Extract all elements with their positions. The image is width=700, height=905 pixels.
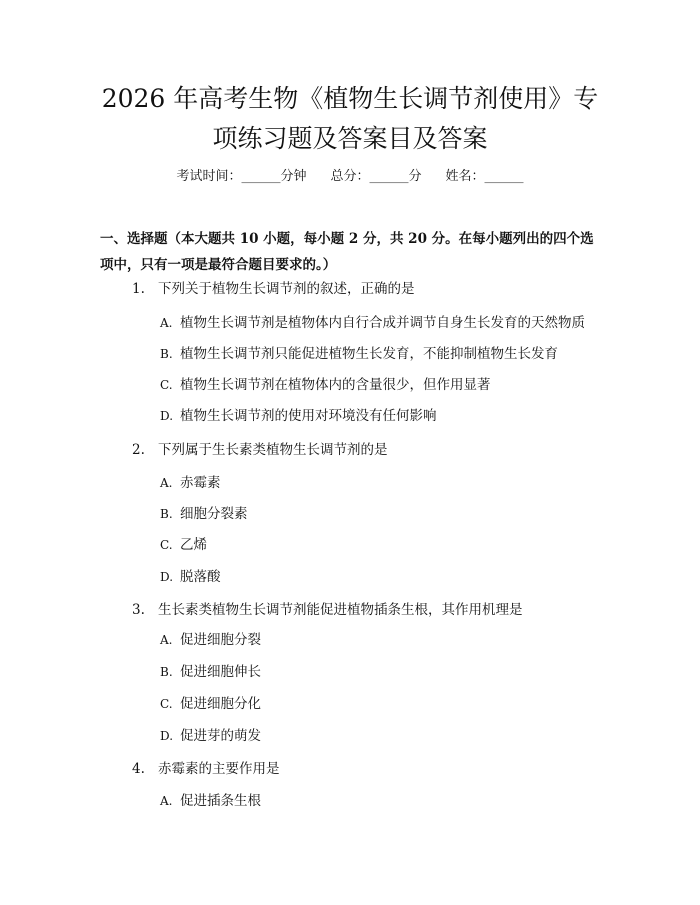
option-text: 促进插条生根 (180, 793, 261, 809)
option-letter: C. (160, 697, 173, 711)
question-2-option-b (160, 502, 248, 526)
exam-meta (0, 166, 700, 188)
question-2-option-a (160, 471, 221, 495)
option-text: 促进细胞分裂 (180, 632, 261, 648)
student-name-field: 姓名：______ (445, 169, 524, 184)
question-text: 下列属于生长素类植物生长调节剂的是 (158, 442, 388, 458)
option-text: 植物生长调节剂在植物体内的含量很少，但作用显著 (180, 377, 491, 393)
question-1-option-b (160, 342, 558, 366)
question-3-option-b (160, 660, 261, 684)
section-heading-line-2: 项中，只有一项是最符合题目要求的。） (100, 257, 337, 273)
question-3-option-a (160, 628, 261, 652)
option-letter: B. (160, 347, 173, 361)
option-text: 植物生长调节剂的使用对环境没有任何影响 (180, 408, 437, 424)
document-title-line-2: 项练习题及答案目及答案 (212, 124, 488, 153)
question-number: 2. (132, 442, 145, 458)
question-1 (132, 277, 415, 301)
question-3 (132, 598, 523, 622)
question-number: 4. (132, 761, 145, 777)
option-text: 促进细胞伸长 (180, 664, 261, 680)
document-title-line-1: 2026 年高考生物《植物生长调节剂使用》专 (101, 84, 599, 113)
question-2-option-d (160, 565, 221, 589)
question-text: 生长素类植物生长调节剂能促进植物插条生根，其作用机理是 (158, 602, 523, 618)
option-letter: C. (160, 378, 173, 392)
option-text: 促进细胞分化 (180, 696, 261, 712)
option-letter: B. (160, 665, 173, 679)
option-letter: A. (160, 794, 173, 808)
option-text: 促进芽的萌发 (180, 728, 261, 744)
total-score-field: 总分：______分 (330, 169, 422, 184)
question-2 (132, 438, 388, 462)
question-2-option-c (160, 533, 207, 557)
option-letter: A. (160, 476, 173, 490)
exam-time-field: 考试时间：______分钟 (176, 169, 307, 184)
question-3-option-c (160, 692, 261, 716)
option-letter: C. (160, 538, 173, 552)
section-heading-line-1: 一、选择题（本大题共 10 小题，每小题 2 分，共 20 分。在每小题列出的四个选 (100, 231, 594, 247)
option-letter: D. (160, 570, 174, 584)
option-letter: A. (160, 633, 173, 647)
question-3-option-d (160, 724, 261, 748)
option-letter: A. (160, 316, 173, 330)
option-text: 细胞分裂素 (180, 506, 248, 522)
option-text: 赤霉素 (180, 475, 221, 491)
option-text: 植物生长调节剂是植物体内自行合成并调节自身生长发育的天然物质 (180, 315, 585, 331)
question-1-option-c (160, 373, 491, 397)
question-1-option-a (160, 311, 585, 335)
option-text: 植物生长调节剂只能促进植物生长发育，不能抑制植物生长发育 (180, 346, 558, 362)
question-1-option-d (160, 404, 437, 428)
question-number: 1. (132, 281, 145, 297)
question-text: 下列关于植物生长调节剂的叙述，正确的是 (158, 281, 415, 297)
option-text: 乙烯 (180, 537, 207, 553)
question-number: 3. (132, 602, 145, 618)
question-text: 赤霉素的主要作用是 (158, 761, 280, 777)
option-letter: D. (160, 729, 174, 743)
option-letter: B. (160, 507, 173, 521)
question-4-option-a (160, 789, 261, 813)
option-text: 脱落酸 (180, 569, 221, 585)
question-4 (132, 757, 280, 781)
option-letter: D. (160, 409, 174, 423)
